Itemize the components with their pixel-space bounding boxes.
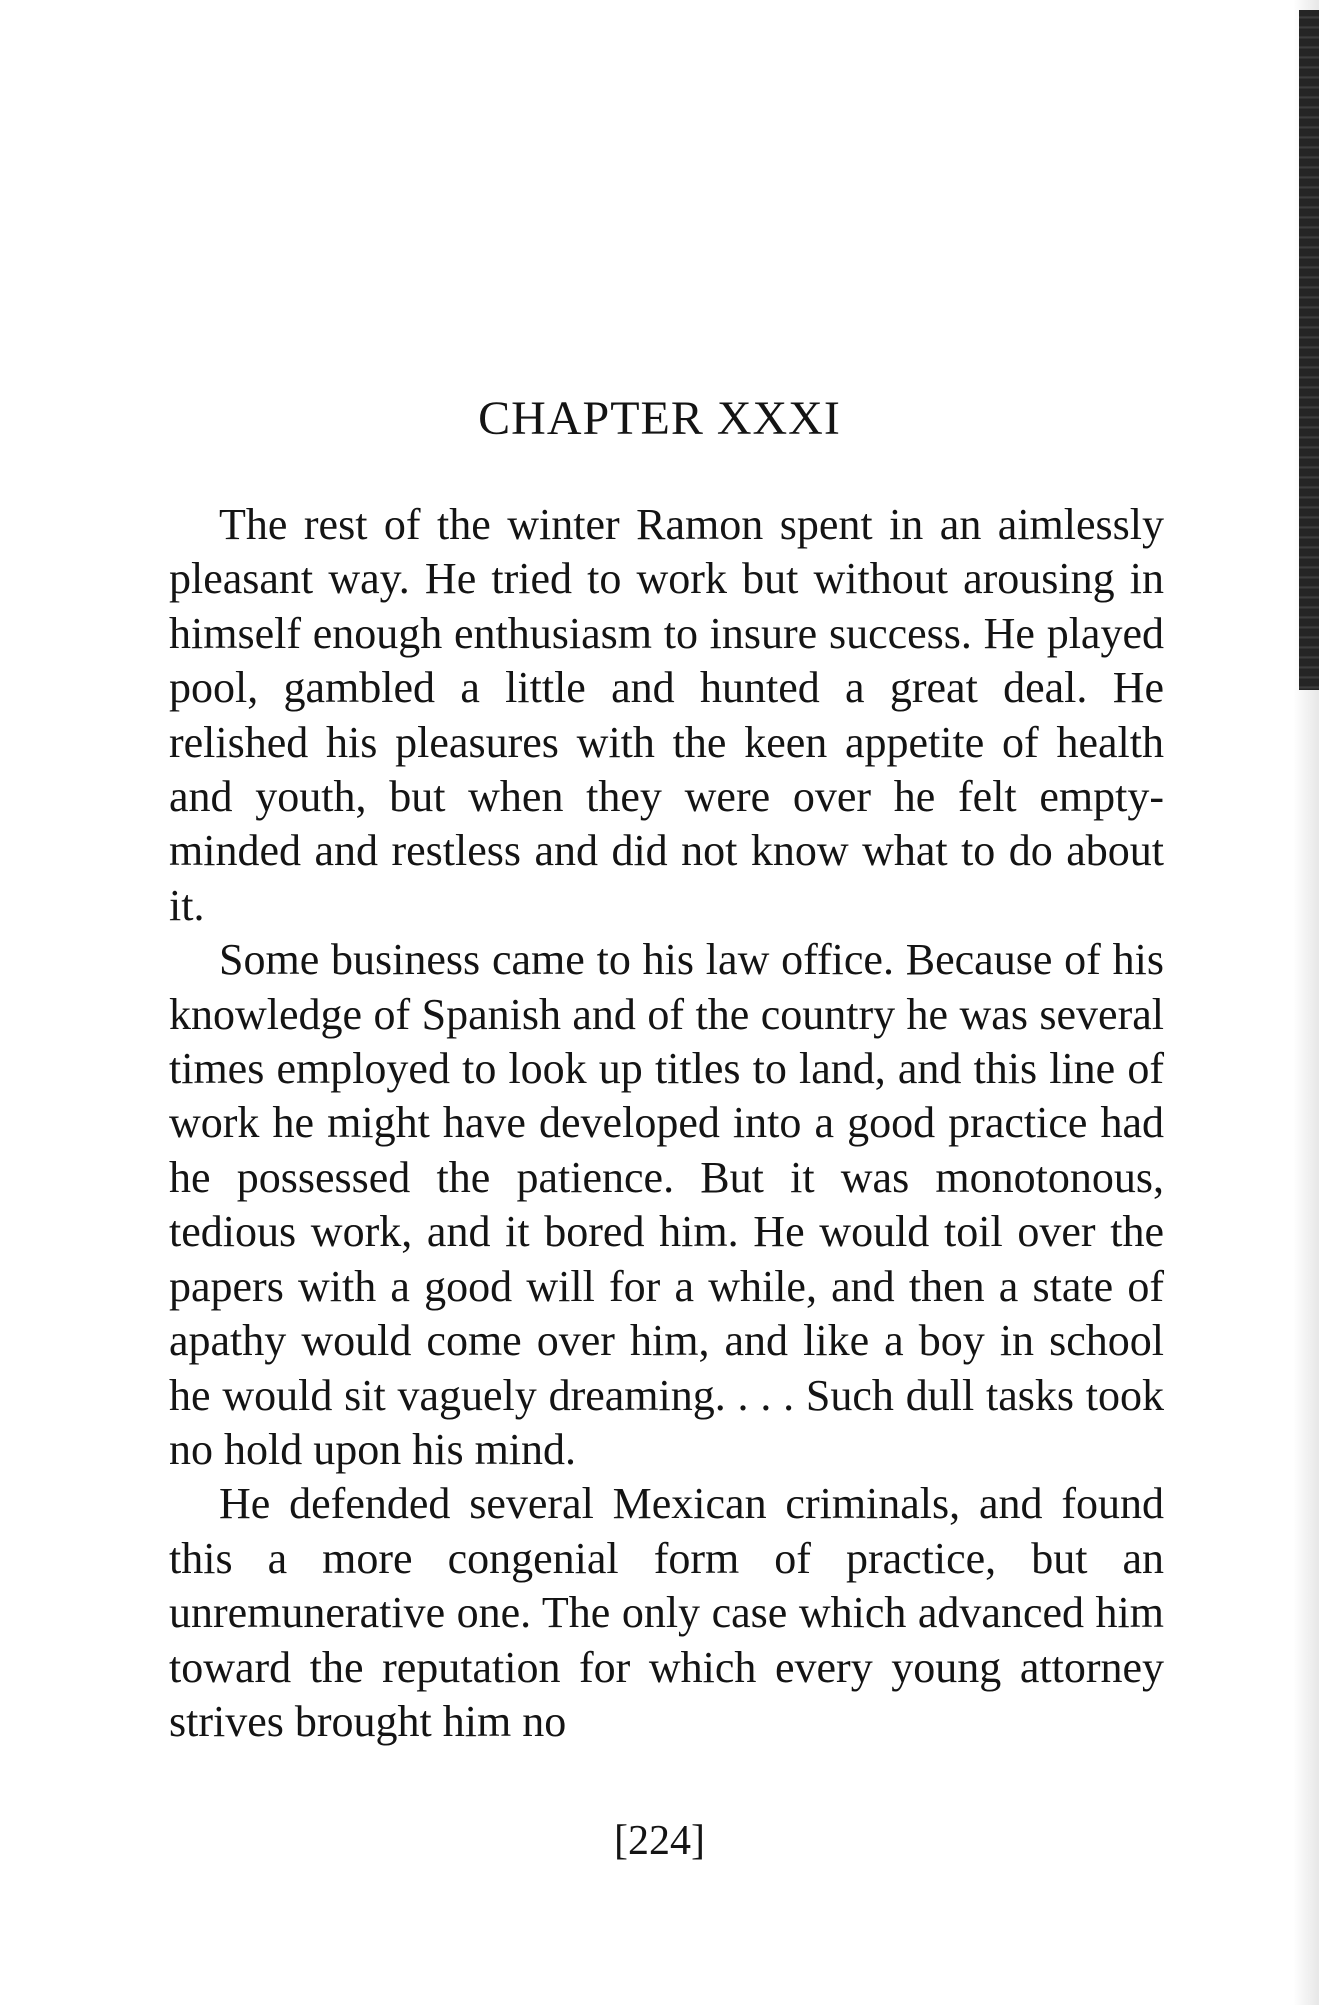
paragraph-3: He defended several Mexican criminals, and found this a more congenial form of practice, but an unremunerative one. The only case which advanced him toward the reputation for which every young attorney strives brought him no bbox=[169, 1479, 1164, 1746]
chapter-title: CHAPTER XXXI bbox=[478, 392, 841, 445]
paragraph-2: Some business came to his law office. Because of his knowledge of Spanish and of the country he was several times employed to look up titles to land, and this line of work he might have developed into a good practice had he possessed the patience. But it was monotonous, tedious work, and it bored him. He would toil over the papers with a good will for a while, and then a state of apathy would come over him, and like a boy in school he would sit vaguely dreaming. . . . Such dull tasks took no hold upon his mind. bbox=[169, 935, 1164, 1474]
chapter-body bbox=[169, 498, 1164, 1749]
binding-edge-scan-mark bbox=[1299, 10, 1319, 690]
page-number: [224] bbox=[614, 1818, 705, 1864]
paragraph-1: The rest of the winter Ramon spent in an aimlessly pleasant way. He tried to work but without arousing in himself enough enthusiasm to insure success. He played pool, gambled a little and hunted a great deal. He relished his pleasures with the keen appetite of health and youth, but when they were over he felt empty-minded and restless and did not know what to do about it. bbox=[169, 500, 1164, 930]
